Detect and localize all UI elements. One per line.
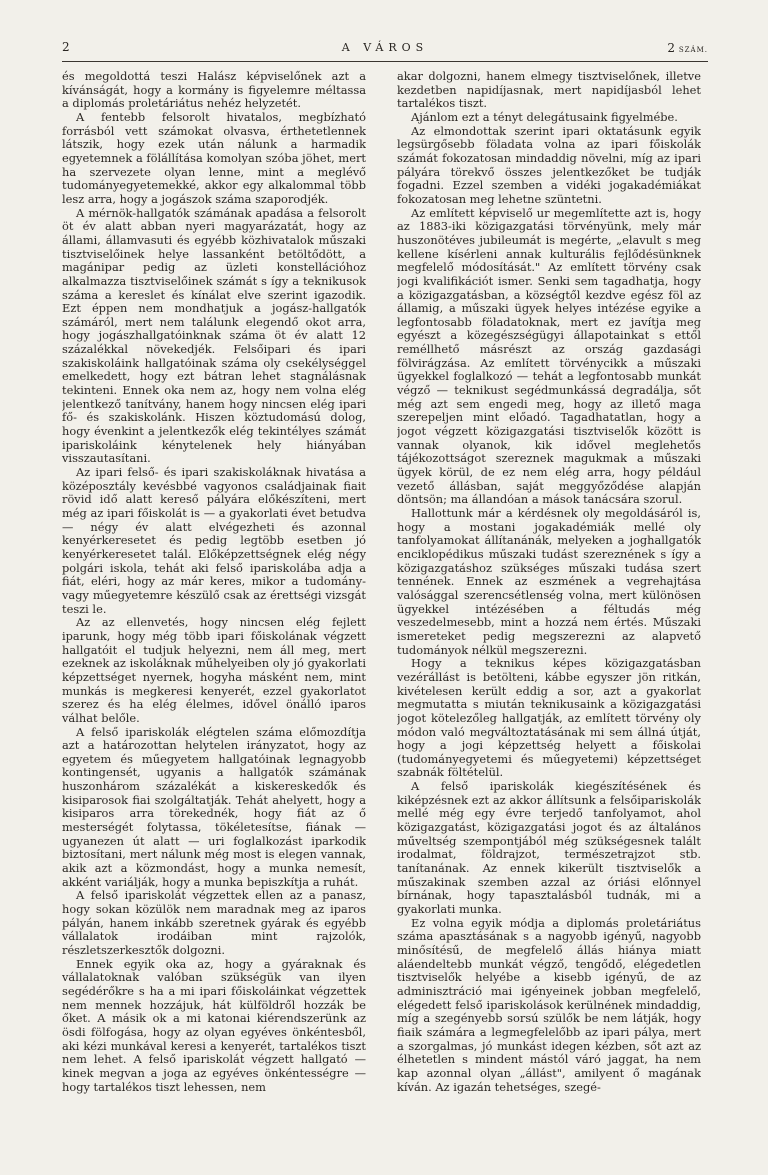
header-rule [62, 61, 708, 62]
masthead-title: A VÁROS [341, 41, 429, 54]
paragraph: Ennek egyik oka az, hogy a gyáraknak és vállalatoknak valóban szükségük van ilyen segédérőkre s ha a mi ipari főiskoláinkat végzettek nem mennek hozzájuk, hát külföldről hozzák be őket. A másik ok a mi katonai kiérendszerünk az ösdi fölfogása, hogy az olyan egyéves önkéntesből, aki kézi munkával keresi a kenyerét, tartalékos tiszt nem lehet. A felső ipariskolát végzett hallgató — kinek megvan a joga az egyéves önkéntességre — hogy tartalékos tiszt lehessen, nem [62, 956, 366, 1094]
paragraph: A felső ipariskolát végzettek ellen az a panasz, hogy sokan közülök nem maradnak meg az iparos pályán, hanem inkább szeretnek gyárak és egyébb vállalatok irodáiban mint rajzolók, részletszerkesztők dolgozni. [62, 888, 366, 957]
paragraph: Ajánlom ezt a tényt delegátusaink figyelmébe. [411, 109, 678, 124]
paragraph: Az ipari felső- és ipari szakiskoláknak hivatása a középosztály kevésbbé vagyonos családjainak fiait rövid idő alatt kereső pályára előkészíteni, mert még az ipari főiskolát is — a gyakorlati évet betudva — négy év alatt elvégezheti és azonnal kenyérkeresetet és pedig legtöbb esetben jó kenyérkeresetet talál. Előképzettségnek elég négy polgári iskola, tehát aki felső ipariskolába adja a fiát, eléri, hogy az már keres, mikor a tudomány- vagy műegyetemre készülő csak az érettségi vizsgát teszi le. [62, 465, 366, 616]
issue-number: 2 [667, 41, 676, 55]
page-header [62, 40, 708, 58]
paragraph: Ez volna egyik módja a diplomás proletáriátus száma apasztásának s a nagyobb igényű, nagyobb minősítésű, de megfelelő állás hiánya miatt aláendeltebb munkát végző, tengődő, elégedetlen tisztviselők helyébe a kisebb igényű, de az adminisztráció mai igényeinek jobban megfelelő, elégedett felső ipariskolások kerülnének mindaddig, míg a szegényebb sorsú szülők be nem látják, hogy fiaik számára a legmegfelelőbb az ipari pálya, mert a szorgalmas, jó munkást idegen kézben, sőt azt az élhetetlen s mindent mástól váró jaggat, ha nem kap azonnal olyan „állást", amilyent ő magának kíván. Az igazán tehetséges, szegé- [397, 915, 701, 1094]
paragraph: Hallottunk már a kérdésnek oly megoldásáról is, hogy a mostani jogakadémiák mellé oly tanfolyamokat állítanánák, melyeken a joghallgatók enciklopédikus műszaki tudást szereznének s így a közigazgatáshoz szükséges műszaki tudása szert tennének. Ennek az eszmének a vegrehajtása valósággal szerencsétlenség volna, mert különösen ügyekkel intézésében a féltudás még veszedelmesebb, mint a hozzá nem értés. Műszaki ismereteket pedig megszerezni az alapvető tudományok nélkül megszerezni. [397, 506, 701, 657]
page-number: 2 [62, 40, 70, 54]
paragraph: Az az ellenvetés, hogy nincsen elég fejlett iparunk, hogy még több ipari főiskolának végzett hallgatóit el tudjuk helyezni, nem áll meg, mert ezeknek az iskoláknak műhelyeiben oly jó gyakorlati képzettséget nyernek, hogyha másként nem, mint munkás is megkeresi kenyerét, ezzel gyakorlatot szerez és ha elég élelmes, idővel önálló iparos válhat belőle. [62, 615, 366, 725]
left-column [62, 70, 366, 1160]
paragraph: A fentebb felsorolt hivatalos, megbízható forrásból vett számokat olvasva, érthetetlennek látszik, hogy ezek után nálunk a harmadik egyetemnek a fölállítása komolyan szóba jöhet, mert ha szervezete olyan lenne, mint a meglévő tudományegyetemekké, akkor egy alkalommal több lesz arra, hogy a jogászok száma szaporodjék. [62, 109, 366, 206]
paragraph: A felső ipariskolák kiegészítésének és kiképzésnek ezt az akkor állítsunk a felsőipariskolák mellé még egy évre terjedő tanfolyamot, ahol közigazgatást, közigazgatási jogot és az általános műveltség szempontjából még szükségesnek talált irodalmat, földrajzot, természetrajzot stb. tanítanának. Az ennek kikerült tisztviselők a műszakinak szemben azzal az óriási előnnyel bírnának, hogy tapasztalásból tudnák, mi a gyakorlati munka. [397, 779, 701, 917]
issue-label: SZÁM. [678, 46, 708, 54]
paragraph: A felső ipariskolák elégtelen száma előmozdítja azt a határozottan helytelen irányzatot, hogy az egyetem és műegyetem hallgatóinak legnagyobb kontingensét, ugyanis a hallgatók számának huszonhárom százalékát a kiskereskedők és kisiparosok fiai szolgáltatják. Tehát ahelyett, hogy a kisiparos arra törekednék, hogy fiát az ő mesterségét folytassa, tökéletesítse, fiának — ugyanezen út alatt — uri foglalkozást iparkodik biztosítani, mert nálunk még most is elegen vannak, akik azt a közmondást, hogy a munka nemesít, akként variálják, hogy a munka bepiszkítja a ruhát. [62, 724, 366, 889]
paragraph: Az említett képviselő ur megemlítette azt is, hogy az 1883-iki közigazgatási törvényünk, mely már huszonötéves jubileumát is megérte, „elavult s meg kellene kísérleni annak kulturális fejlődésünknek megfelelő módosítását." Az említett törvény csak jogi kvalifikációt ismer. Senki sem tagadhatja, hogy a közigazgatásban, a községtől kezdve egész föl az államig, a műszaki ügyek helyes intézése egyike a legfontosabb föladatoknak, mert ez javítja meg egyészt a közegészségügyi állapotainkat s ettől reméllhető másrészt az ország gazdasági fölvirágzása. Az említett törvénycikk a műszaki ügyekkel foglalkozó — tehát a legfontosabb munkát végző — teknikust segédmunkássá degradálja, sőt még azt sem engedi meg, hogy az illető maga szerepeljen mint előadó. Tagadhatatlan, hogy a jogot végzett közigazgatási tisztviselők között is vannak olyanok, kik idővel meglehetős tájékozottságot szereznek magukmak a műszaki ügyek körül, de ez nem elég arra, hogy például vezető állásban, saját meggyőződése alapján döntsön; ma állandóan a mások tanácsára szorul. [397, 205, 701, 507]
issue-marker [667, 41, 708, 55]
paragraph: akar dolgozni, hanem elmegy tisztviselőnek, illetve kezdetben napidíjasnak, mert napidíjasból lehet tartalékos tiszt. [397, 70, 701, 111]
paragraph: Hogy a teknikus képes közigazgatásban vezérállást is betölteni, kábbe egyszer jön ritkán, kivételesen került eddig a sor, azt a gyakorlat megmutatta s miután teknikusaink a közigazgatási jogot kötelezőleg hallgatják, az említett törvény oly módon való megváltoztatásának mi sem állná útját, hogy a jogi képzettség helyett a főiskolai (tudományegyetemi és műegyetemi) képzettséget szabnák föltételül. [397, 656, 701, 780]
paragraph: Az elmondottak szerint ipari oktatásunk egyik legsürgősebb föladata volna az ipari főiskolák számát fokozatosan mindaddig növelni, míg az ipari pályára törekvő összes jelentkezőket be tudják fogadni. Ezzel szemben a vidéki jogakadémiákat fokozatosan meg lehetne szüntetni. [397, 123, 701, 206]
paragraph: A mérnök-hallgatók számának apadása a felsorolt öt év alatt abban nyeri magyarázatát, hogy az állami, államvasuti és egyébb közhivatalok műszaki tisztviselőinek helye lassanként betöltődött, a magánipar pedig az üzleti konstellációhoz alkalmazza tisztviselőinek számát s így a teknikusok száma a kereslet és kínálat elve szerint igazodik. Ezt éppen nem mondhatjuk a jogász-hallgatók számáról, mert nem találunk elegendő okot arra, hogy jogászhallgatóinknak száma öt év alatt 12 százalékkal növekedjék. Felsőipari és ipari szakiskoláink hallgatóinak száma oly csekélységgel emelkedett, hogy ezt bátran lehet stagnálásnak tekinteni. Ennek oka nem az, hogy nem volna elég jelentkező tanítvány, hanem hogy nincsen elég ipari fő- és szakiskolánk. Hiszen köztudomású dolog, hogy évenkint a jelentkezők elég tekintélyes számát ipariskoláink kénytelenek hely hiányában visszautasítani. [62, 205, 366, 466]
right-column [397, 70, 701, 1160]
paragraph: és megoldottá teszi Halász képviselőnek azt a kívánságát, hogy a kormány is figyelemre méltassa a diplomás proletáriátus nehéz helyzetét. [62, 70, 366, 111]
